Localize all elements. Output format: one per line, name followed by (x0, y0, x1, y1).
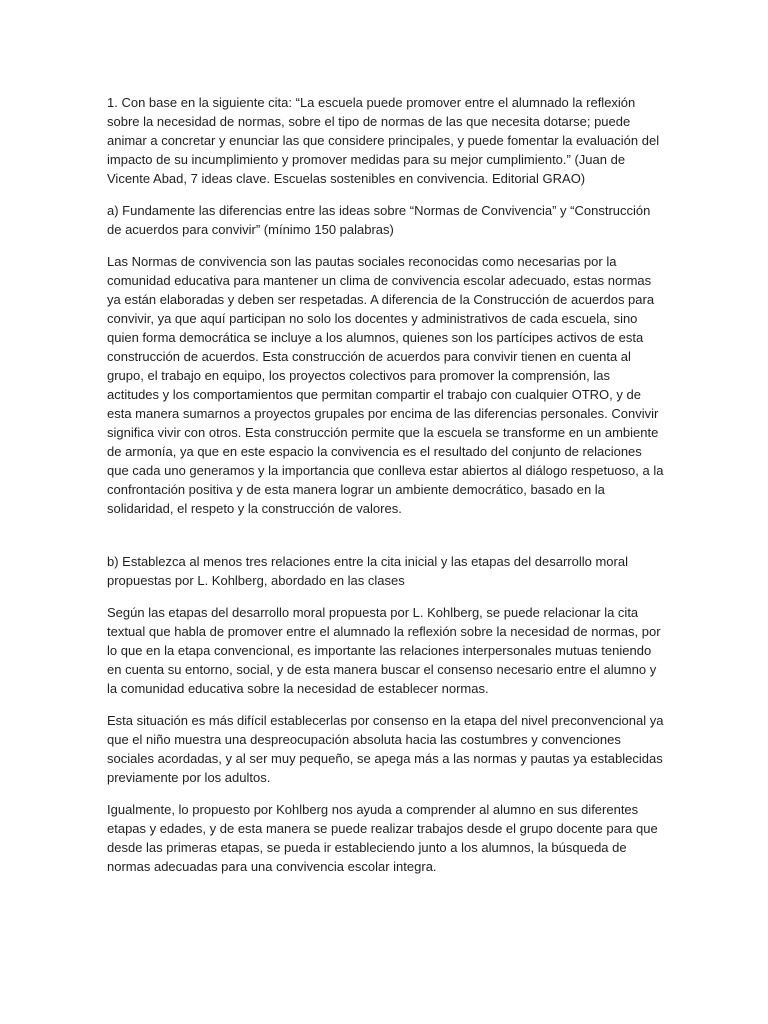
question-1-text: 1. Con base en la siguiente cita: “La escuela puede promover entre el alumnado la reflexión sobre la necesidad de normas, sobre el tipo de normas de las que necesita dotarse; puede animar a concretar y enunciar las que considere principales, y puede fomentar la evaluación del impacto de su incumplimiento y promover medidas para su mejor cumplimiento.” (Juan de Vicente Abad, 7 ideas clave. Escuelas sostenibles en convivencia. Editorial GRAO) (107, 95, 660, 186)
answer-b-paragraph-2: Esta situación es más difícil establecerlas por consenso en la etapa del nivel preconvencional ya que el niño muestra una despreocupación absoluta hacia las costumbres y convenciones sociales acordadas, y al ser muy pequeño, se apega más a las normas y pautas ya establecidas previamente por los adultos. (107, 713, 664, 785)
answer-b-paragraph-3: Igualmente, lo propuesto por Kohlberg nos ayuda a comprender al alumno en sus diferentes etapas y edades, y de esta manera se puede realizar trabajos desde el grupo docente para que desde las primeras etapas, se pueda ir estableciendo junto a los alumnos, la búsqueda de normas adecuadas para una convivencia escolar integra. (107, 802, 658, 874)
answer-a-text: Las Normas de convivencia son las pautas sociales reconocidas como necesarias por la comunidad educativa para mantener un clima de convivencia escolar adecuado, estas normas ya están elaboradas y deben ser respetadas. A diferencia de la Construcción de acuerdos para convivir, ya que aquí participan no solo los docentes y administrativos de cada escuela, sino quien forma democrática se incluye a los alumnos, quienes son los partícipes activos de esta construcción de acuerdos. Esta construcción de acuerdos para convivir tienen en cuenta al grupo, el trabajo en equipo, los proyectos colectivos para promover la comprensión, las actitudes y los comportamientos que permitan compartir el trabajo con cualquier OTRO, y de esta manera sumarnos a proyectos grupales por encima de las diferencias personales. Convivir significa vivir con otros. Esta construcción permite que la escuela se transforme en un ambiente de armonía, ya que en este espacio la convivencia es el resultado del conjunto de relaciones que cada uno generamos y la importancia que conlleva estar abiertos al diálogo respetuoso, a la confrontación positiva y de esta manera lograr un ambiente democrático, basado en la solidaridad, el respeto y la construcción de valores. (107, 254, 664, 516)
answer-b-paragraph-1: Según las etapas del desarrollo moral propuesta por L. Kohlberg, se puede relacionar la cita textual que habla de promover entre el alumnado la reflexión sobre la necesidad de normas, por lo que en la etapa convencional, es importante las relaciones interpersonales mutuas teniendo en cuenta su entorno, social, y de esta manera buscar el consenso necesario entre el alumno y la comunidad educativa sobre la necesidad de establecer normas. (107, 605, 661, 696)
question-b-text: b) Establezca al menos tres relaciones entre la cita inicial y las etapas del desarrollo moral propuestas por L. Kohlberg, abordado en las clases (107, 554, 628, 588)
question-a-text: a) Fundamente las diferencias entre las ideas sobre “Normas de Convivencia” y “Construcción de acuerdos para convivir” (mínimo 150 palabras) (107, 203, 651, 237)
